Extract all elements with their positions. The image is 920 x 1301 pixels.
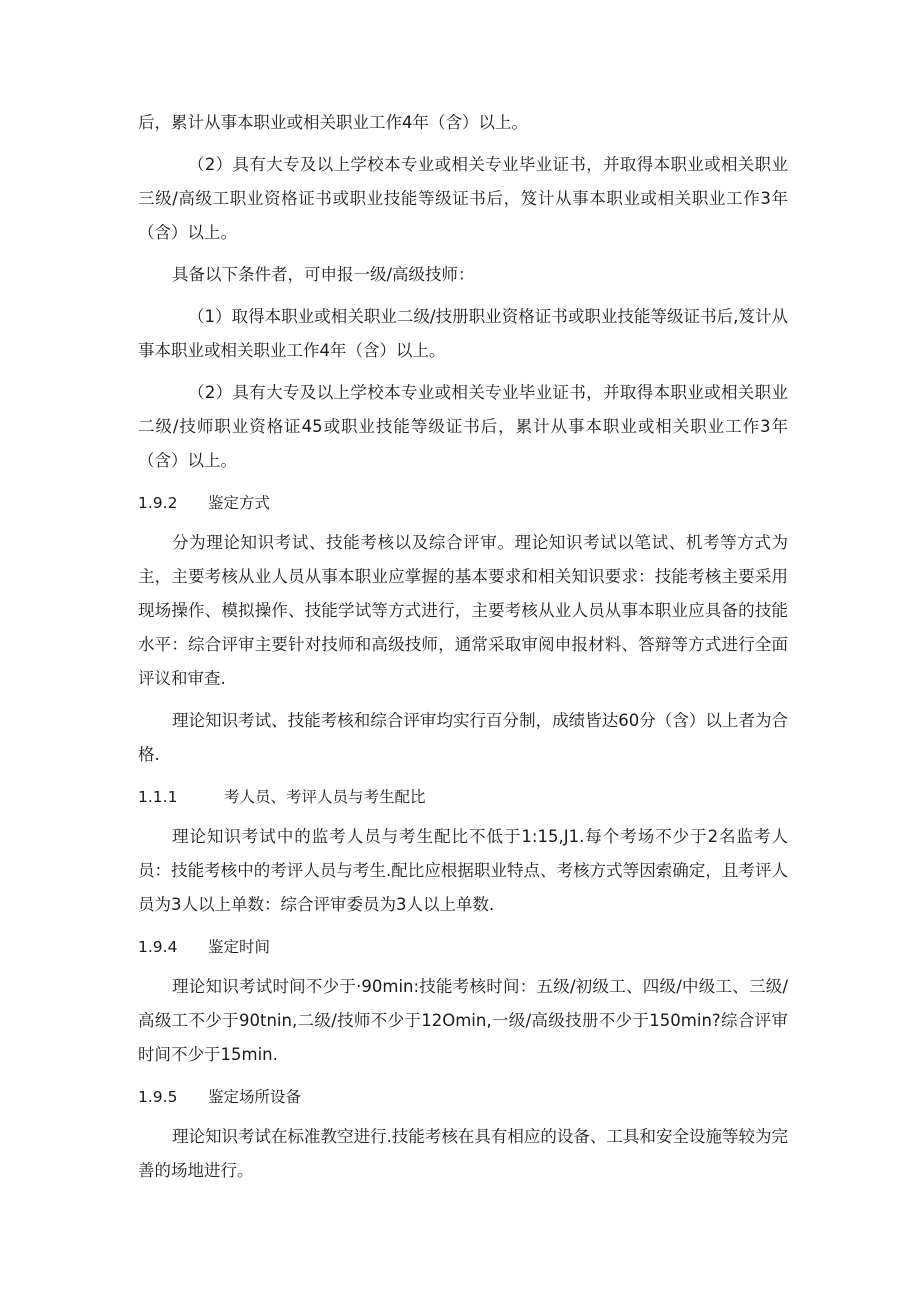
paragraph-level1-conditions-intro: 具备以下条件者，可申报一级/高级技师：: [172, 265, 475, 284]
paragraph-level1-item-2: （2）具有大专及以上学校本专业或相关专业毕业证书，并取得本职业或相关职业二级/技师职业资格证45或职业技能等级证书后，累计从事本职业或相关职业工作3年（含）以上。: [138, 383, 788, 470]
paragraph-continuation: 后，累计从事本职业或相关职业工作4年（含）以上。: [138, 113, 528, 132]
section-title: 鉴定方式: [208, 494, 271, 512]
section-heading-1-1-1: [138, 780, 788, 814]
section-title: 考人员、考评人员与考生配比: [224, 788, 426, 806]
section-heading-1-9-5: [138, 1080, 788, 1114]
section-number: 1.1.1: [138, 788, 178, 806]
paragraph-item-2-senior-worker: （2）具有大专及以上学校本专业或相关专业毕业证书，并取得本职业或相关职业三级/高级工职业资格证书或职业技能等级证书后，笈计从事本职业或相关职业工作3年（含）以上。: [138, 155, 788, 242]
paragraph-assessment-method: 分为理论知识考试、技能考核以及综合评审。理论知识考试以笔试、机考等方式为主，主要考核从业人员从事本职业应掌握的基本要求和相关知识要求：技能考核主要采用现场操作、模拟操作、技能学试等方式进行，主要考核从业人员从事本职业应具备的技能水平：综合评审主要针对技师和高级技师，通常采取审阅申报材料、答辩等方式进行全面评议和审查.: [138, 533, 788, 688]
section-heading-1-9-4: [138, 930, 788, 964]
section-title: 鉴定时间: [208, 938, 271, 956]
paragraph-assessment-time: 理论知识考试时间不少于·90min:技能考核时间：五级/初级工、四级/中级工、三级/高级工不少于90tnin,二级/技师不少于12Omin,一级/高级技册不少于150min?综合评审时间不少于15min.: [138, 977, 788, 1064]
section-number: 1.9.5: [138, 1088, 178, 1106]
paragraph-assessment-venue: 理论知识考试在标准教空进行.技能考核在具有相应的设备、工具和安全设施等较为完善的场地进行。: [138, 1127, 788, 1180]
section-number: 1.9.4: [138, 938, 178, 956]
document-body: [138, 106, 788, 1196]
section-number: 1.9.2: [138, 494, 178, 512]
paragraph-level1-item-1: （1）取得本职业或相关职业二级/技册职业资格证书或职业技能等级证书后,笈计从事本职业或相关职业工作4年（含）以上。: [138, 307, 788, 360]
section-title: 鉴定场所设备: [208, 1088, 302, 1106]
section-heading-1-9-2: [138, 486, 788, 520]
paragraph-examiner-ratio: 理论知识考试中的监考人员与考生配比不低于1:15,J1.每个考场不少于2名监考人员：技能考核中的考评人员与考生.配比应根据职业特点、考核方式等因索确定，且考评人员为3人以上单数：综合评审委员为3人以上单数.: [138, 827, 788, 914]
paragraph-scoring: 理论知识考试、技能考核和综合评审均实行百分制，成绩皆达60分（含）以上者为合格.: [138, 711, 788, 764]
